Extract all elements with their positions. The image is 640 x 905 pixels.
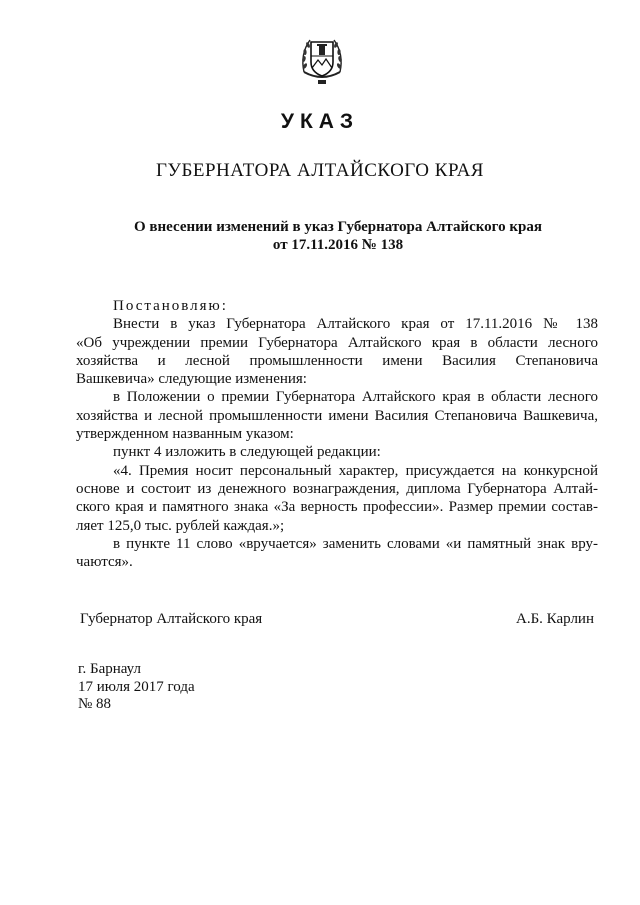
footer-date: 17 июля 2017 года bbox=[78, 678, 195, 695]
body-line: Внести в указ Губернатора Алтайского края от 17.11.2016 № 138 bbox=[113, 316, 598, 333]
body-line: Вашкевича» следующие изменения: bbox=[76, 371, 307, 388]
document-heading bbox=[0, 218, 640, 254]
document-footer bbox=[78, 661, 195, 714]
body-line: хозяйства и лесной промышленности имени Василия Степановича Вашкевича, bbox=[76, 407, 598, 424]
body-line: утвержденном названным указом: bbox=[76, 426, 294, 443]
decree-word: Постановляю: bbox=[113, 298, 228, 314]
body-line: «Об учреждении премии Губернатора Алтайского края в области лесного bbox=[76, 334, 598, 351]
body-line: в пункте 11 слово «вручается» заменить словами «и памятный знак вру- bbox=[113, 535, 598, 552]
footer-city: г. Барнаул bbox=[78, 661, 141, 677]
heading-line: О внесении изменений в указ Губернатора Алтайского края bbox=[134, 219, 542, 235]
footer-number: № 88 bbox=[78, 696, 112, 712]
signer-name: А.Б. Карлин bbox=[515, 611, 594, 627]
body-line: чаются». bbox=[76, 554, 133, 571]
body-line: ляет 125,0 тыс. рублей каждая.»; bbox=[76, 517, 285, 534]
document-title: УКАЗ bbox=[280, 110, 360, 133]
heading-line: от 17.11.2016 № 138 bbox=[272, 237, 404, 253]
body-line: хозяйства и лесной промышленности имени Василия Степановича bbox=[76, 352, 598, 369]
body-line: в Положении о премии Губернатора Алтайского края в области лесного bbox=[113, 389, 598, 406]
document-subtitle: ГУБЕРНАТОРА АЛТАЙСКОГО КРАЯ bbox=[156, 160, 484, 181]
document-body bbox=[76, 297, 598, 571]
body-line: пункт 4 изложить в следующей редакции: bbox=[113, 444, 381, 461]
coat-of-arms-icon bbox=[296, 32, 348, 92]
body-line: основе и состоит из денежного вознаграждения, диплома Губернатора Алтай- bbox=[76, 480, 598, 497]
signer-position: Губернатор Алтайского края bbox=[80, 611, 263, 627]
body-line: «4. Премия носит персональный характер, присуждается на конкурсной bbox=[113, 462, 598, 479]
body-line: ского края и памятного знака «За верность профессии». Размер премии состав- bbox=[76, 499, 598, 516]
